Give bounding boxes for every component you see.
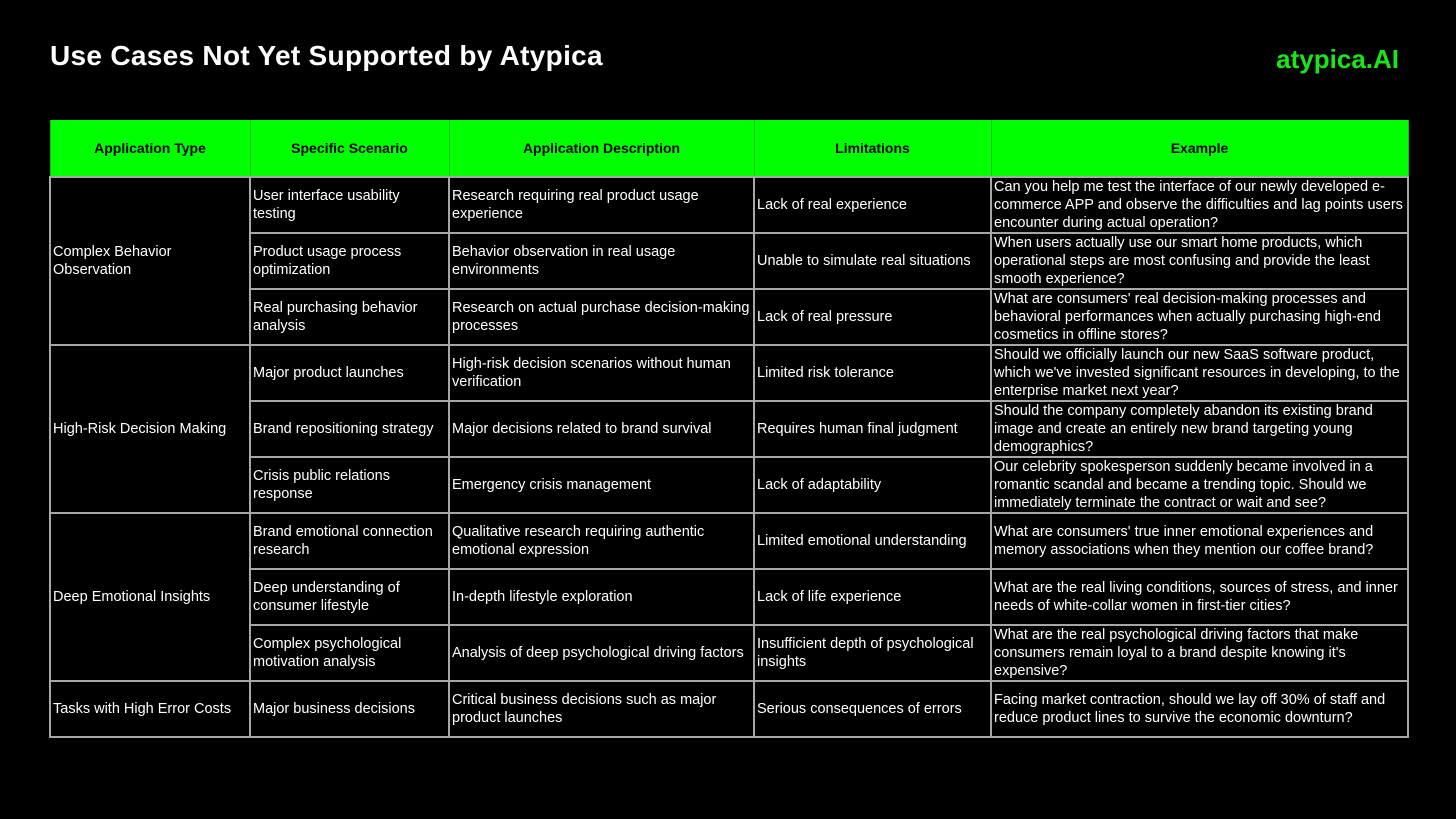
example-cell: What are the real living conditions, sources of stress, and inner needs of white-collar women in first-tier cities?: [991, 569, 1408, 625]
use-cases-table: [49, 120, 1409, 738]
limitation-cell: Lack of life experience: [754, 569, 991, 625]
table-row: [50, 625, 1408, 681]
scenario-cell: Real purchasing behavior analysis: [250, 289, 449, 345]
scenario-cell: Deep understanding of consumer lifestyle: [250, 569, 449, 625]
example-cell: Can you help me test the interface of our newly developed e-commerce APP and observe the difficulties and lag points users encounter during actual operation?: [991, 177, 1408, 233]
example-cell: Should we officially launch our new SaaS software product, which we've invested significant resources in developing, to the enterprise market next year?: [991, 345, 1408, 401]
example-cell: What are consumers' true inner emotional experiences and memory associations when they mention our coffee brand?: [991, 513, 1408, 569]
column-header-application-description: Application Description: [449, 120, 754, 177]
description-cell: Major decisions related to brand survival: [449, 401, 754, 457]
application-type-cell: High-Risk Decision Making: [50, 345, 250, 513]
example-cell: When users actually use our smart home products, which operational steps are most confusing and provide the least smooth experience?: [991, 233, 1408, 289]
table-row: [50, 233, 1408, 289]
limitation-cell: Serious consequences of errors: [754, 681, 991, 737]
description-cell: High-risk decision scenarios without human verification: [449, 345, 754, 401]
table-row: [50, 457, 1408, 513]
table-row: [50, 289, 1408, 345]
table-row: [50, 345, 1408, 401]
scenario-cell: Major business decisions: [250, 681, 449, 737]
brand-logo-text: atypica.AI: [1276, 44, 1399, 74]
limitation-cell: Limited risk tolerance: [754, 345, 991, 401]
header-row: [50, 120, 1408, 177]
description-cell: Analysis of deep psychological driving factors: [449, 625, 754, 681]
table-row: [50, 681, 1408, 737]
use-cases-table-container: [49, 120, 1407, 738]
table-body: [50, 177, 1408, 737]
description-cell: Qualitative research requiring authentic emotional expression: [449, 513, 754, 569]
column-header-application-type: Application Type: [50, 120, 250, 177]
example-cell: What are consumers' real decision-making processes and behavioral performances when actually purchasing high-end cosmetics in offline stores?: [991, 289, 1408, 345]
description-cell: Research requiring real product usage experience: [449, 177, 754, 233]
limitation-cell: Limited emotional understanding: [754, 513, 991, 569]
limitation-cell: Requires human final judgment: [754, 401, 991, 457]
scenario-cell: User interface usability testing: [250, 177, 449, 233]
limitation-cell: Insufficient depth of psychological insights: [754, 625, 991, 681]
scenario-cell: Product usage process optimization: [250, 233, 449, 289]
description-cell: Critical business decisions such as major product launches: [449, 681, 754, 737]
example-cell: Facing market contraction, should we lay off 30% of staff and reduce product lines to survive the economic downturn?: [991, 681, 1408, 737]
scenario-cell: Crisis public relations response: [250, 457, 449, 513]
scenario-cell: Major product launches: [250, 345, 449, 401]
column-header-limitations: Limitations: [754, 120, 991, 177]
application-type-cell: Complex Behavior Observation: [50, 177, 250, 345]
limitation-cell: Lack of real experience: [754, 177, 991, 233]
column-header-example: Example: [991, 120, 1408, 177]
limitation-cell: Lack of adaptability: [754, 457, 991, 513]
limitation-cell: Lack of real pressure: [754, 289, 991, 345]
table-header: [50, 120, 1408, 177]
example-cell: Our celebrity spokesperson suddenly became involved in a romantic scandal and became a trending topic. Should we immediately terminate the contract or wait and see?: [991, 457, 1408, 513]
scenario-cell: Brand emotional connection research: [250, 513, 449, 569]
description-cell: Behavior observation in real usage environments: [449, 233, 754, 289]
page-title: Use Cases Not Yet Supported by Atypica: [50, 40, 603, 71]
application-type-cell: Deep Emotional Insights: [50, 513, 250, 681]
description-cell: Research on actual purchase decision-making processes: [449, 289, 754, 345]
table-row: [50, 513, 1408, 569]
description-cell: Emergency crisis management: [449, 457, 754, 513]
table-row: [50, 177, 1408, 233]
table-row: [50, 569, 1408, 625]
application-type-cell: Tasks with High Error Costs: [50, 681, 250, 737]
description-cell: In-depth lifestyle exploration: [449, 569, 754, 625]
scenario-cell: Complex psychological motivation analysis: [250, 625, 449, 681]
scenario-cell: Brand repositioning strategy: [250, 401, 449, 457]
example-cell: Should the company completely abandon its existing brand image and create an entirely new brand targeting young demographics?: [991, 401, 1408, 457]
column-header-specific-scenario: Specific Scenario: [250, 120, 449, 177]
example-cell: What are the real psychological driving factors that make consumers remain loyal to a brand despite knowing it's expensive?: [991, 625, 1408, 681]
limitation-cell: Unable to simulate real situations: [754, 233, 991, 289]
table-row: [50, 401, 1408, 457]
